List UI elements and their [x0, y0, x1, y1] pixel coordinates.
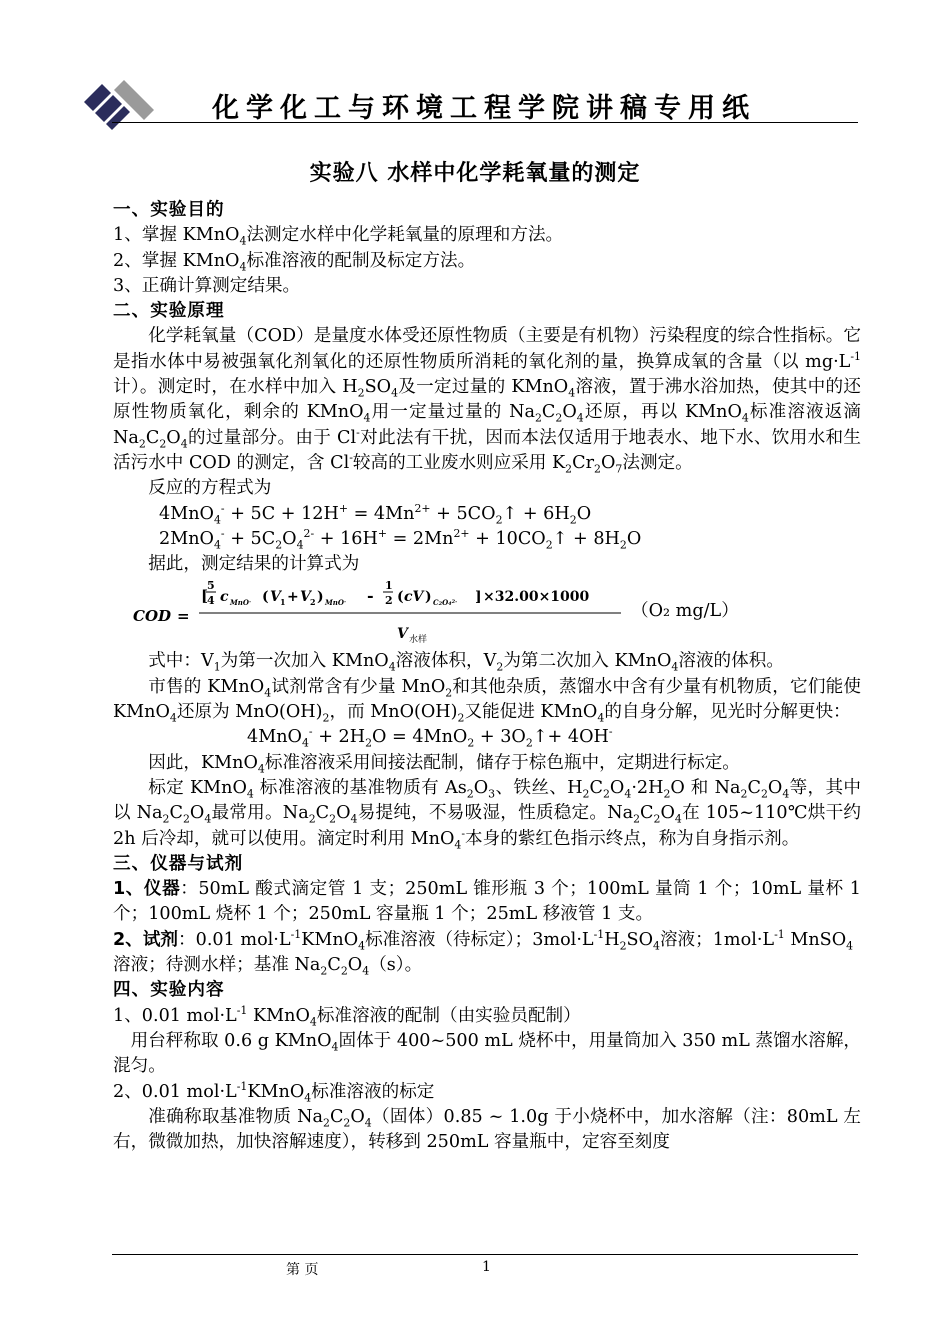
paragraph: 化学耗氧量（COD）是量度水体受还原性物质（主要是有机物）污染程度的综合性指标。它是指水体中易被强氧化剂氧化的还原性物质所消耗的氧化剂的量，换算成氧的含量（以 $mg\cdot L^{-1}$计）。测定时，在水样中加入 $H_2SO_4$及一定过量的 KMnO$_4$溶液，置于沸水浴加热，使其中的还原性物质氧化，剩余的 KMnO$_4$用一定量过量的 $Na_2C_2O_4$还原，再以 KMnO$_4$标准溶液返滴 $Na_2C_2O_4$的过量部分。由于 Cl-对此法有干扰，因而本法仅适用于地表水、地下水、饮用水和生活污水中 COD 的测定，含 Cl-较高的工业废水则应采用 $K_2Cr_2O_7$法测定。: [113, 326, 861, 476]
paragraph: 用台秤称取 0.6 g KMnO$_4$固体于 400~500 mL 烧杯中，用量筒加入 350 mL 蒸馏水溶解，混匀。: [113, 1030, 862, 1077]
paragraph: 准确称取基准物质 $Na_2C_2O_4$（固体）0.85 ~ 1.0g 于小烧杯中，加水溶解（注：80mL 左右，微微加热，加快溶解速度），转移到 250mL 容量瓶中，定容至刻度: [113, 1106, 861, 1153]
svg-text:(: (: [262, 589, 269, 606]
svg-text:MnO-: MnO-: [230, 598, 252, 608]
equation: $4MnO_4^- + 2H_2O = 4MnO_2$ + $3O_2↑+ 4OH^-$: [247, 725, 613, 750]
paragraph: 反应的方程式为: [148, 478, 272, 499]
formula-unit: （O₂ mg/L）: [631, 601, 739, 622]
footer-rule: [112, 1254, 858, 1255]
svg-text:(: (: [397, 589, 404, 606]
paragraph: 2、试剂：0.01 $mol\cdot L^{-1}KMnO_4$标准溶液（待标定）；$3mol\cdot L^{-1}H_2SO_4$溶液；$1mol\cdot L^{-1}$ MnSO$_4$溶液；待测水样；基准 $Na_2C_2O_4(s)$。: [113, 927, 854, 978]
document-body: [113, 198, 861, 1155]
svg-text:V: V: [270, 589, 281, 606]
svg-text:=: =: [177, 607, 190, 626]
svg-text:]: ]: [475, 589, 482, 606]
formula-denominator-sub: 水样: [409, 635, 428, 646]
svg-text:5: 5: [207, 579, 215, 593]
svg-text:[: [: [201, 587, 209, 606]
header-rule: [112, 122, 858, 123]
svg-text:c: c: [220, 589, 229, 606]
paragraph: 2、0.01 $mol\cdot L^{-1}KMnO_4$标准溶液的标定: [113, 1079, 435, 1105]
section-heading: 二、实验原理: [113, 301, 225, 322]
svg-text:C2O42-: $C2O4^{2-}$: [433, 598, 458, 608]
page-label: 第 页: [286, 1262, 319, 1278]
svg-text:cV: cV: [404, 589, 424, 606]
svg-text:2: 2: [385, 594, 393, 608]
svg-text:V: V: [300, 589, 311, 606]
paragraph: 1、仪器：50mL 酸式滴定管 1 支；250mL 锥形瓶 3 个；100mL 量筒 1 个；10mL 量杯 1 个；100mL 烧杯 1 个；250mL 容量瓶 1 个；25mL 移液管 1 支。: [113, 879, 861, 925]
svg-text:4: 4: [207, 594, 215, 608]
paragraph: 标定 KMnO$_4$ 标准溶液的基准物质有 $As_2O_3$、铁丝、$H_2C_2O_4\cdot 2H_2O$ 和 $Na_2C_2O_4$等，其中以 $Na_2C_2O_4$最常用。$Na_2C_2O_4$易提纯，不易吸湿，性质稳定。$Na_2C_2O_4$在 105~110℃烘干约 2h 后冷却，就可以使用。滴定时利用 MnO$_4$-本身的紫红色指示终点，称为自身指示剂。: [113, 777, 862, 852]
page-number: 1: [482, 1259, 491, 1275]
svg-text:-: -: [367, 586, 374, 606]
equation: $4MnO_4^- + 5C + 12H^+ = 4Mn^{2+}$ + $5CO_2↑ + 6H_2O$: [159, 501, 592, 527]
section-heading: 四、实验内容: [113, 980, 225, 1001]
svg-text:): ): [425, 589, 432, 606]
section-heading: 一、实验目的: [113, 200, 225, 220]
formula-denominator: V: [397, 626, 408, 643]
formula-lhs: COD: [133, 607, 172, 626]
equation: $2MnO_4^- + 5C_2O_4^{2-} + 16H^+ = 2Mn^{2+}$ + $10CO_2↑ + 8H_2O$: [159, 527, 642, 552]
svg-text:1: 1: [385, 579, 393, 593]
paragraph: 因此，KMnO$_4$标准溶液采用间接法配制，储存于棕色瓶中，定期进行标定。: [148, 752, 740, 776]
svg-text:): ): [317, 589, 324, 606]
section-heading: 三、仪器与试剂: [113, 853, 244, 874]
svg-text:MnO-: MnO-: [325, 598, 347, 608]
formula-factor: ×32.00×1000: [483, 589, 590, 606]
paragraph: 式中：$V_1$为第一次加入 KMnO$_4$溶液体积，$V_2$为第二次加入 KMnO$_4$溶液的体积。: [148, 651, 784, 674]
cod-formula: [113, 577, 861, 649]
paragraph: 1、掌握 KMnO$_4$法测定水样中化学耗氧量的原理和方法。: [113, 225, 564, 248]
document-title: 实验八 水样中化学耗氧量的测定: [309, 161, 641, 186]
paragraph: 2、掌握 KMnO$_4$标准溶液的配制及标定方法。: [113, 250, 476, 274]
paragraph: 据此，测定结果的计算式为: [148, 554, 360, 575]
paragraph: 1、0.01 $mol\cdot L^{-1}$ KMnO$_4$标准溶液的配制（由实验员配制）: [113, 1003, 581, 1029]
svg-text:+: +: [287, 589, 299, 606]
header-title: 化学化工与环境工程学院讲稿专用纸: [212, 93, 756, 124]
paragraph: 市售的 KMnO$_4$试剂常含有少量 MnO$_2$和其他杂质，蒸馏水中含有少量有机物质，它们能使 KMnO$_4$还原为 $MnO(OH)_2$，而 $MnO(OH)_2$又能促进 KMnO$_4$的自身分解，见光时分解更快：: [113, 676, 861, 725]
paragraph: 3、正确计算测定结果。: [113, 275, 301, 296]
svg-text:1: 1: [280, 597, 286, 608]
svg-text:2: 2: [310, 597, 316, 608]
